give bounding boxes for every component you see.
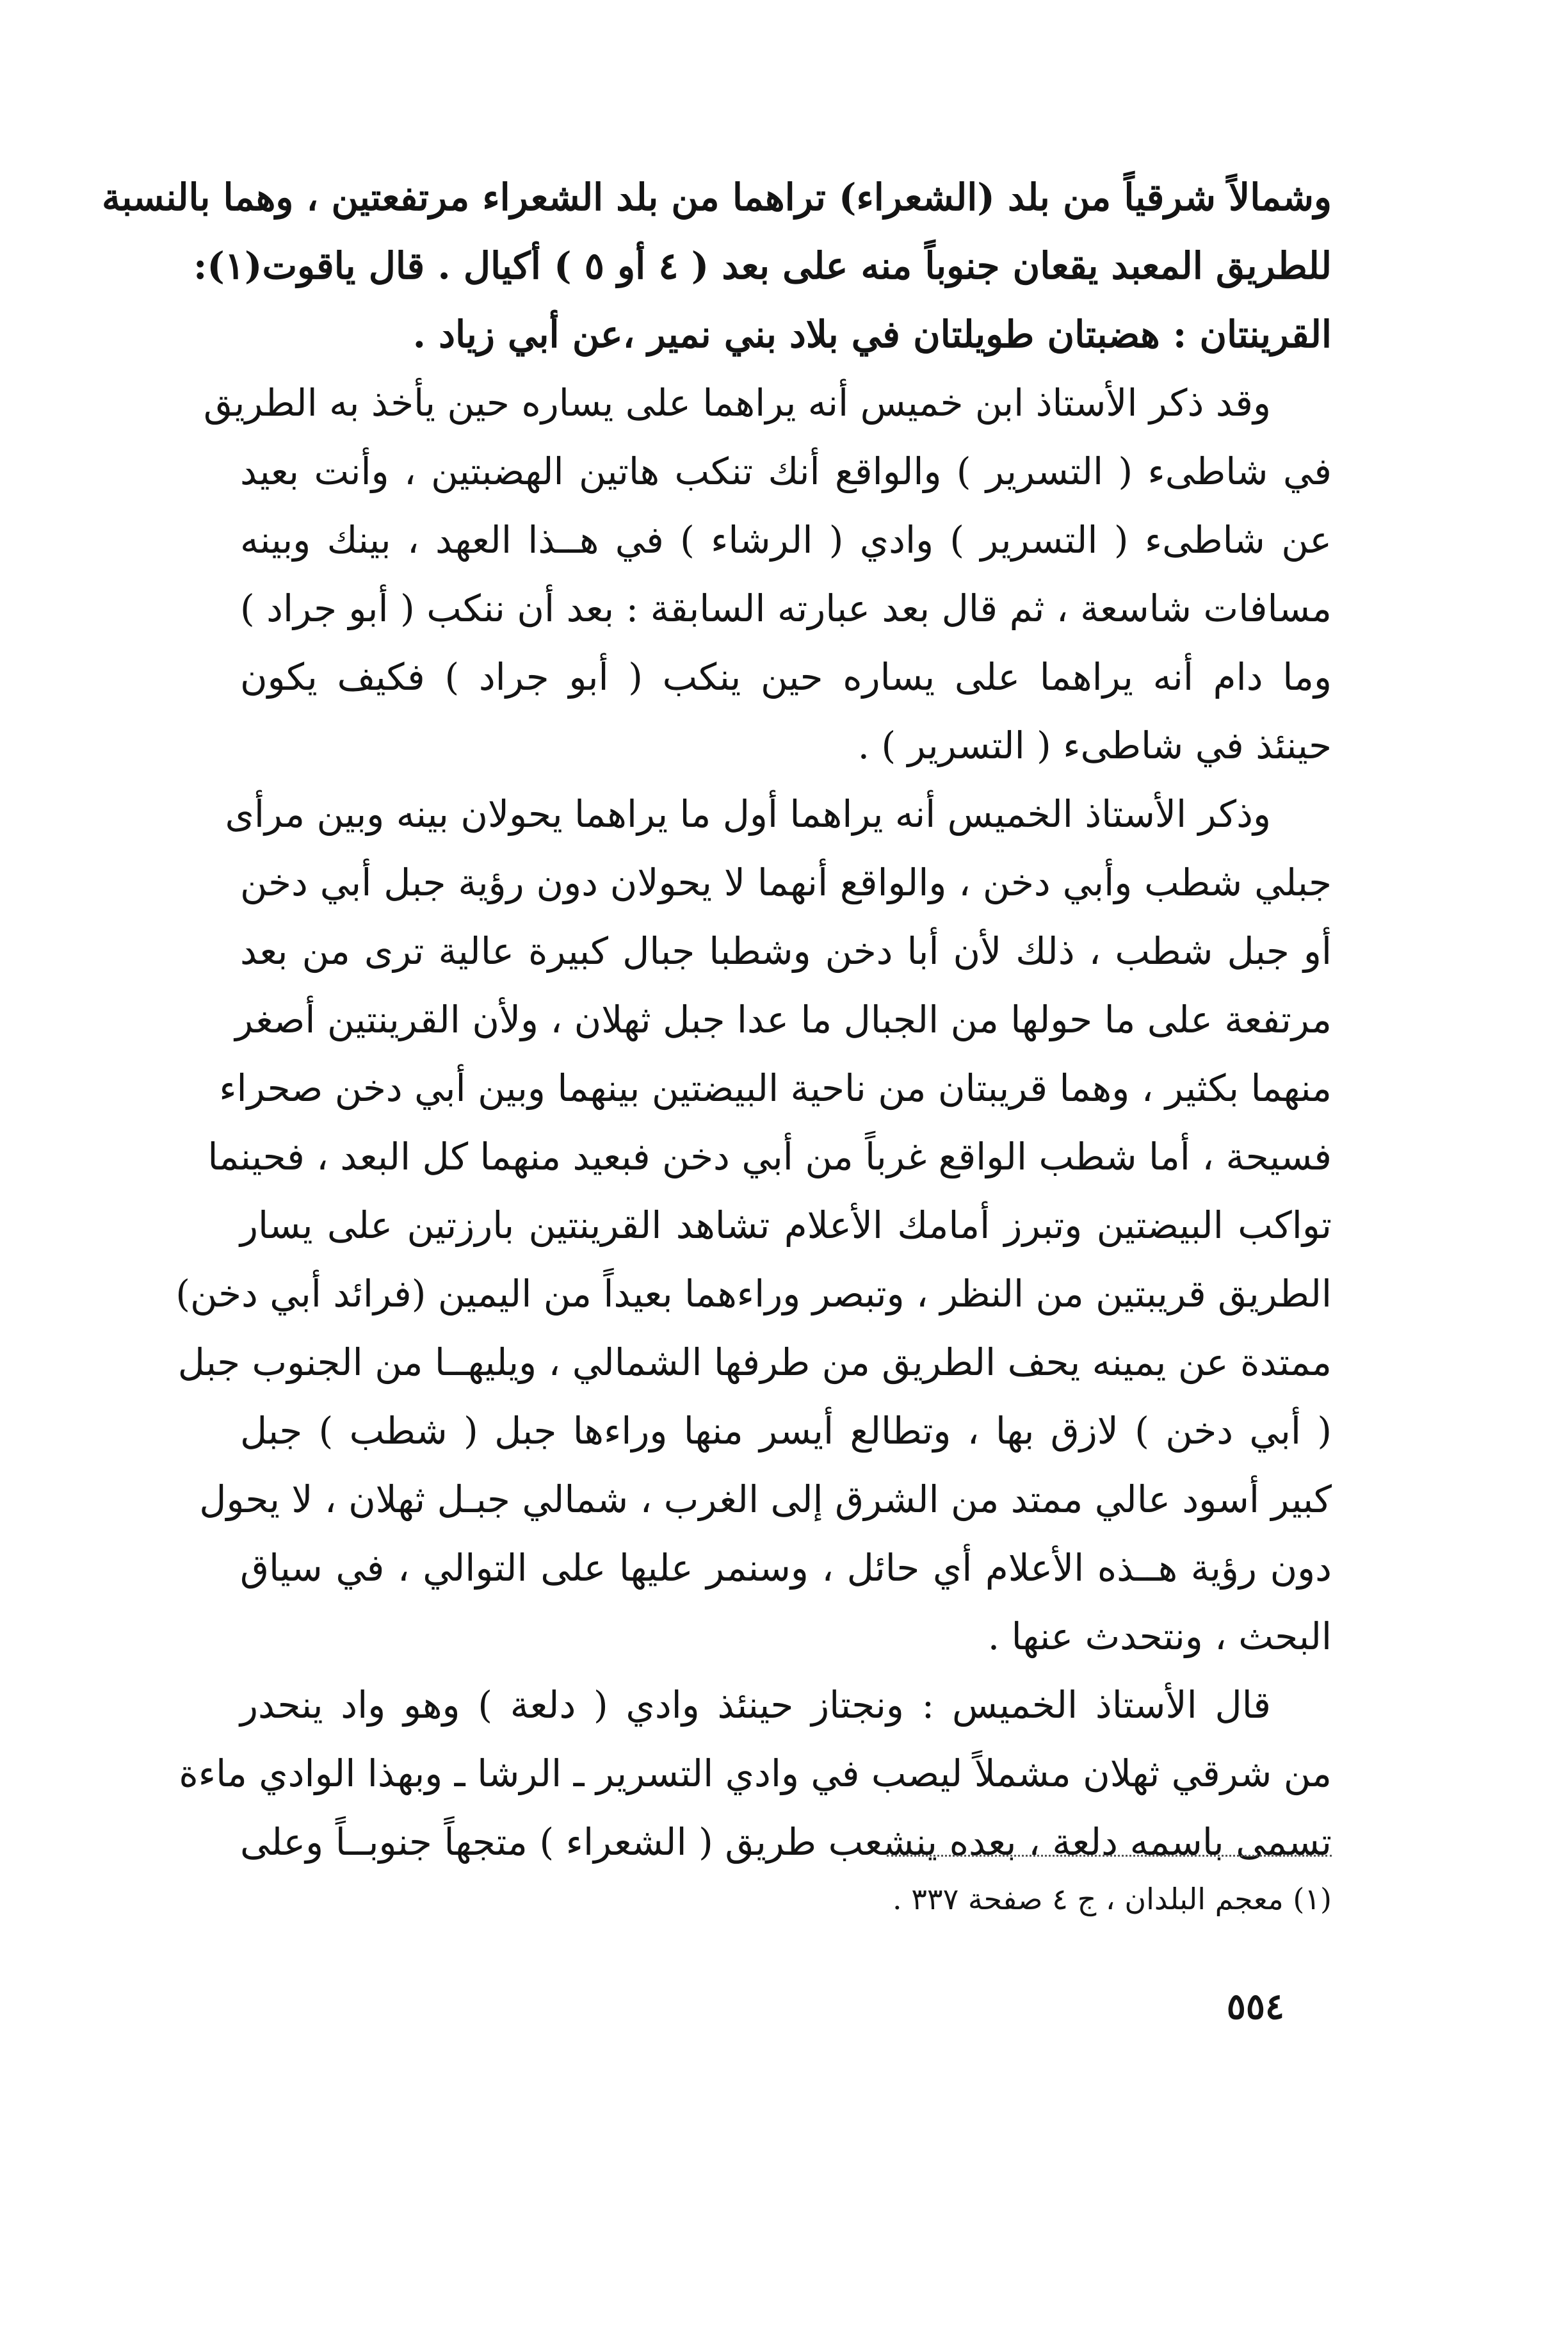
footnote-divider <box>887 1855 1332 1857</box>
text-line: الطريق قريبتين من النظر ، وتبصر وراءهما بعيداً من اليمين (فرائد أبي دخن) <box>175 1272 1332 1316</box>
text-line: تسمى باسمه دلعة ، بعده ينشعب طريق ( الشعراء ) متجهاً جنوبــاً وعلى <box>240 1820 1332 1864</box>
text-line: مرتفعة على ما حولها من الجبال ما عدا جبل ثهلان ، ولأن القرينتين أصغر <box>235 998 1332 1041</box>
text-line: حينئذ في شاطىء ( التسرير ) . <box>857 724 1332 767</box>
text-line: أو جبل شطب ، ذلك لأن أبا دخن وشطبا جبال كبيرة عالية ترى من بعد <box>240 929 1332 973</box>
page-number: ٥٥٤ <box>1226 1985 1284 2028</box>
text-line: كبير أسود عالي ممتد من الشرق إلى الغرب ، شمالي جبـل ثهلان ، لا يحول <box>199 1478 1332 1521</box>
text-line: من شرقي ثهلان مشملاً ليصب في وادي التسرير ـ الرشا ـ وبهذا الوادي ماءة <box>179 1752 1332 1795</box>
text-line: جبلي شطب وأبي دخن ، والواقع أنهما لا يحولان دون رؤية جبل أبي دخن <box>240 861 1332 904</box>
body-text <box>102 163 1332 1877</box>
footnote: (١) معجم البلدان ، ج ٤ صفحة ٣٣٧ . <box>892 1882 1332 1916</box>
text-line: ( أبي دخن ) لازق بها ، وتطالع أيسر منها وراءها جبل ( شطب ) جبل <box>240 1409 1332 1453</box>
text-line: وما دام أنه يراهما على يساره حين ينكب ( أبو جراد ) فكيف يكون <box>240 655 1332 699</box>
text-line: عن شاطىء ( التسرير ) وادي ( الرشاء ) في هــذا العهد ، بينك وبينه <box>240 518 1332 562</box>
text-line: البحث ، ونتحدث عنها . <box>987 1615 1332 1658</box>
text-line: وقد ذكر الأستاذ ابن خميس أنه يراهما على يساره حين يأخذ به الطريق <box>203 381 1271 425</box>
text-line: للطريق المعبد يقعان جنوباً منه على بعد ( ٤ أو ٥ ) أكيال . قال ياقوت(١): <box>193 244 1332 288</box>
text-line: في شاطىء ( التسرير ) والواقع أنك تنكب هاتين الهضبتين ، وأنت بعيد <box>240 450 1332 493</box>
text-line: تواكب البيضتين وتبرز أمامك الأعلام تشاهد القرينتين بارزتين على يسار <box>240 1203 1332 1247</box>
text-line: مسافات شاسعة ، ثم قال بعد عبارته السابقة : بعد أن ننكب ( أبو جراد ) <box>240 587 1332 630</box>
text-line: ممتدة عن يمينه يحف الطريق من طرفها الشمالي ، ويليهــا من الجنوب جبل <box>177 1340 1332 1384</box>
text-line: وذكر الأستاذ الخميس أنه يراهما أول ما يراهما يحولان بينه وبين مرأى <box>225 792 1271 836</box>
text-line: دون رؤية هــذه الأعلام أي حائل ، وسنمر عليها على التوالي ، في سياق <box>240 1546 1332 1590</box>
text-line: فسيحة ، أما شطب الواقع غرباً من أبي دخن فبعيد منهما كل البعد ، فحينما <box>207 1135 1332 1178</box>
text-line: قال الأستاذ الخميس : ونجتاز حينئذ وادي ( دلعة ) وهو واد ينحدر <box>240 1683 1271 1727</box>
text-line: القرينتان : هضبتان طويلتان في بلاد بني نمير ،عن أبي زياد . <box>412 313 1332 356</box>
text-line: وشمالاً شرقياً من بلد (الشعراء) تراهما من بلد الشعراء مرتفعتين ، وهما بالنسبة <box>102 175 1332 219</box>
text-line: منهما بكثير ، وهما قريبتان من ناحية البيضتين بينهما وبين أبي دخن صحراء <box>219 1066 1332 1110</box>
